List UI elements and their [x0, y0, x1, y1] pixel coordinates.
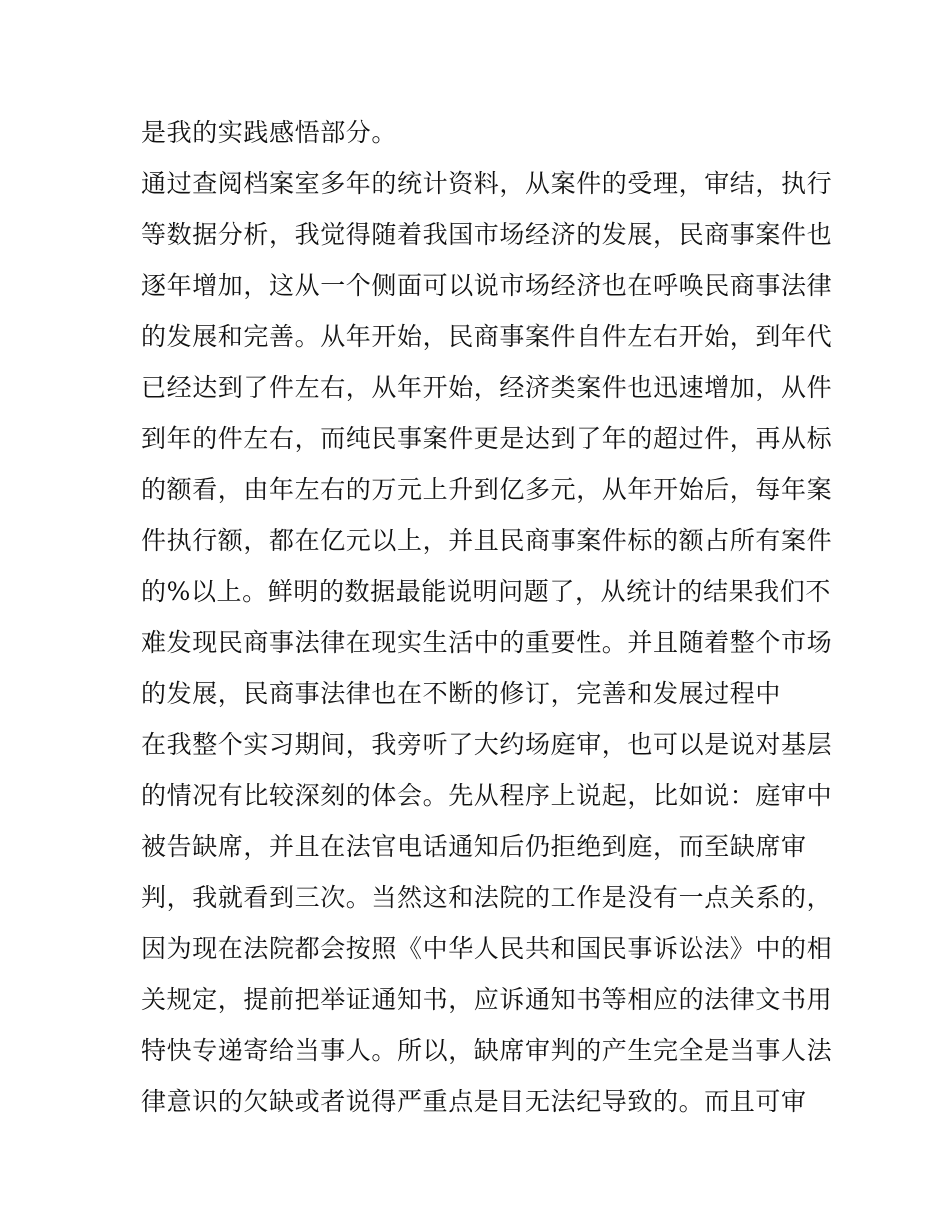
text-line: 在我整个实习期间，我旁听了大约场庭审，也可以是说对基层 [141, 730, 833, 759]
text-line: 特快专递寄给当事人。所以，缺席审判的产生完全是当事人法 [141, 1036, 833, 1065]
text-line: 已经达到了件左右，从年开始，经济类案件也迅速增加，从件 [141, 373, 833, 402]
text-line: 律意识的欠缺或者说得严重点是目无法纪导致的。而且可审 [141, 1087, 807, 1116]
text-line: 的发展，民商事法律也在不断的修订，完善和发展过程中 [141, 679, 782, 708]
text-line: 关规定，提前把举证通知书，应诉通知书等相应的法律文书用 [141, 985, 833, 1014]
text-line: 逐年增加，这从一个侧面可以说市场经济也在呼唤民商事法律 [141, 271, 833, 300]
text-line: 难发现民商事法律在现实生活中的重要性。并且随着整个市场 [141, 628, 833, 657]
text-line: 通过查阅档案室多年的统计资料，从案件的受理，审结，执行 [141, 169, 833, 198]
text-line: 到年的件左右，而纯民事案件更是达到了年的超过件，再从标 [141, 424, 833, 453]
text-line: 被告缺席，并且在法官电话通知后仍拒绝到庭，而至缺席审 [141, 832, 807, 861]
text-line: 是我的实践感悟部分。 [141, 118, 398, 147]
text-line: 判，我就看到三次。当然这和法院的工作是没有一点关系的， [141, 883, 833, 912]
text-line: 的%以上。鲜明的数据最能说明问题了，从统计的结果我们不 [141, 577, 831, 606]
text-line: 的发展和完善。从年开始，民商事案件自件左右开始，到年代 [141, 322, 833, 351]
body-text [141, 107, 833, 1127]
text-line: 件执行额，都在亿元以上，并且民商事案件标的额占所有案件 [141, 526, 833, 555]
text-line: 的情况有比较深刻的体会。先从程序上说起，比如说：庭审中 [141, 781, 833, 810]
text-line: 等数据分析，我觉得随着我国市场经济的发展，民商事案件也 [141, 220, 833, 249]
text-line: 的额看，由年左右的万元上升到亿多元，从年开始后，每年案 [141, 475, 833, 504]
text-line: 因为现在法院都会按照《中华人民共和国民事诉讼法》中的相 [141, 934, 833, 963]
